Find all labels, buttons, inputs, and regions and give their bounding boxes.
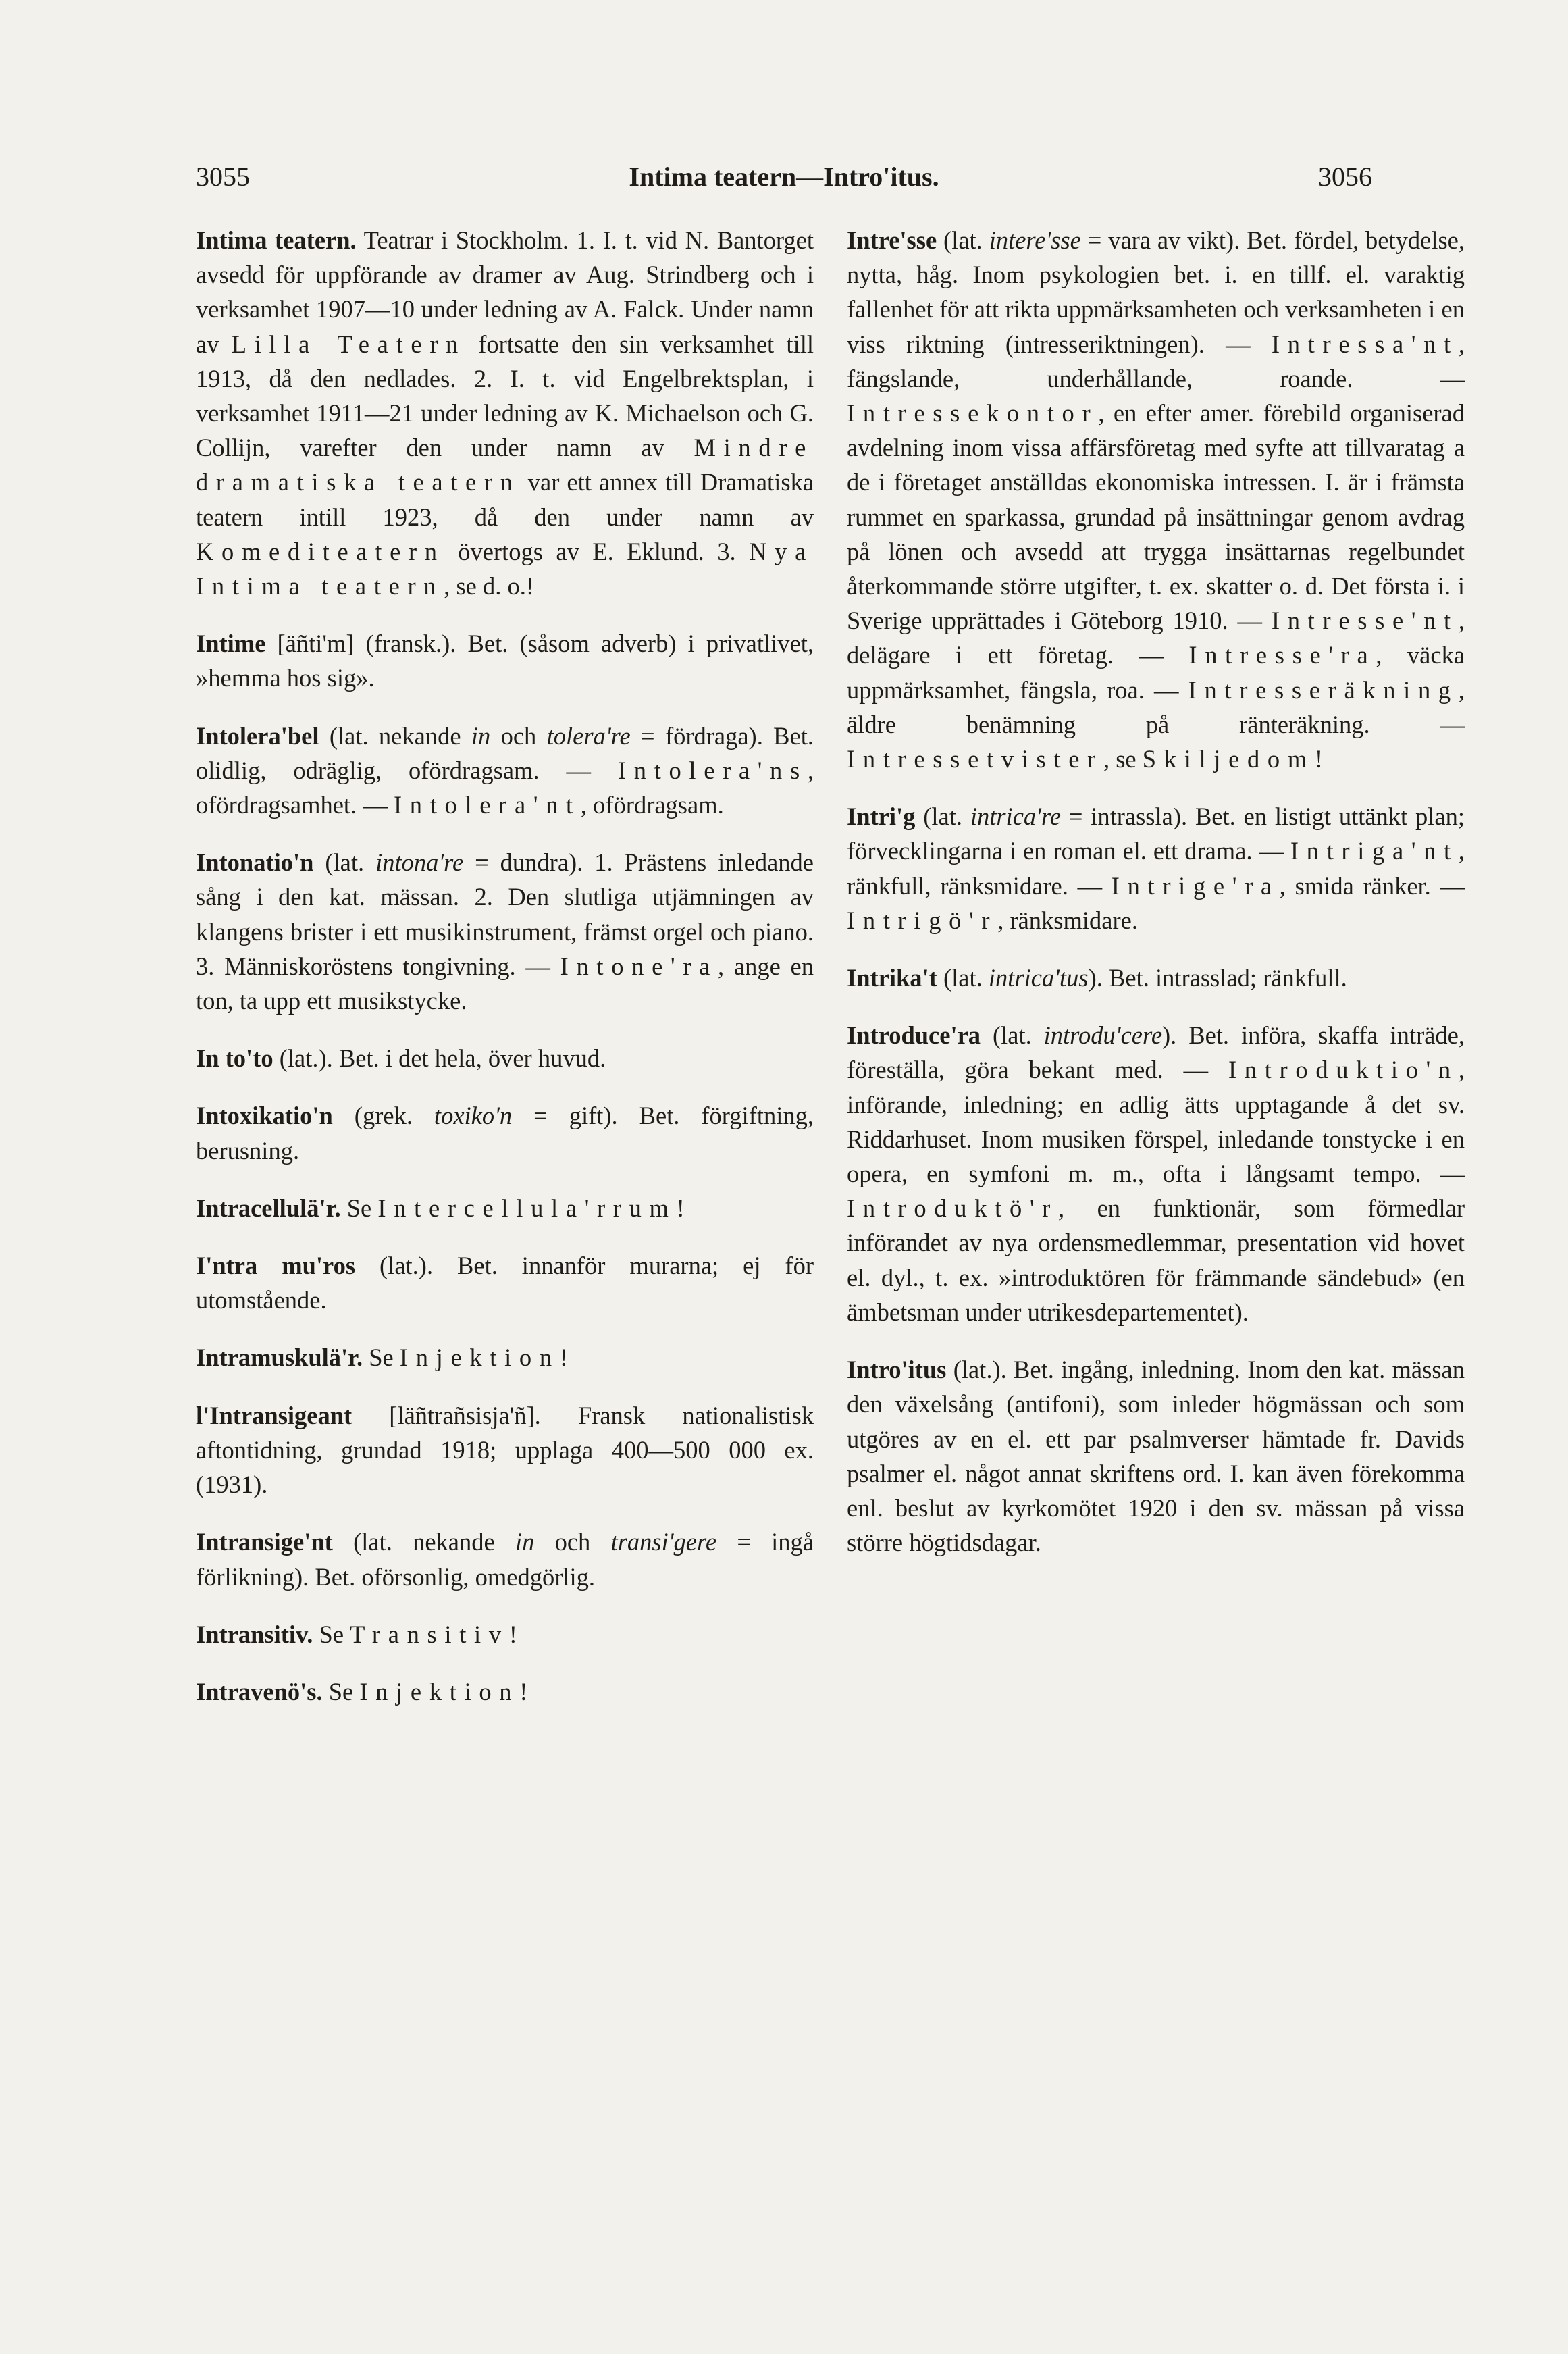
dictionary-entry-intolerabel xyxy=(196,719,814,823)
entry-derived-term: Intrige'ra xyxy=(1111,871,1280,900)
dictionary-entry-intime xyxy=(196,626,814,695)
entry-derived-term: Intone'ra xyxy=(560,952,718,980)
entry-text: ! xyxy=(508,1620,517,1648)
entry-text: = ingå förlikning). Bet. oförsonlig, omedgörlig. xyxy=(196,1528,814,1591)
dictionary-entry-intrig xyxy=(847,799,1465,938)
entry-text: ). Bet. införa, skaffa inträde, föreställa, göra bekant med. — xyxy=(847,1021,1465,1084)
entry-derived-term: Injektion xyxy=(359,1677,520,1706)
entry-derived-term: Injektion xyxy=(399,1344,560,1372)
dictionary-entry-intresse xyxy=(847,223,1465,776)
left-column xyxy=(196,223,814,1732)
dictionary-entry-intonation xyxy=(196,845,814,1018)
entry-derived-term: Introduktö'r xyxy=(847,1194,1058,1223)
entry-text: = fördraga). Bet. olidlig, odräglig, ofördragsam. — xyxy=(196,721,814,784)
dictionary-entry-intoxikation xyxy=(196,1098,814,1167)
entry-derived-term: Intresseräkning xyxy=(1188,675,1459,704)
entry-text: (lat. xyxy=(915,802,970,831)
entry-headword: Intransitiv. xyxy=(196,1620,313,1648)
entry-text: = gift). Bet. förgiftning, berusning. xyxy=(196,1102,814,1165)
dictionary-entry-intima-teatern xyxy=(196,223,814,603)
entry-text: , väcka uppmärksamhet, fängsla, roa. — xyxy=(847,641,1465,704)
entry-text: , se d. o.! xyxy=(444,572,535,600)
entry-derived-term: Nya Intima teatern xyxy=(196,537,814,600)
entry-text: (lat. xyxy=(981,1021,1044,1050)
entry-headword: Intima teatern. xyxy=(196,226,357,254)
entry-text: Se xyxy=(313,1620,350,1648)
entry-headword: Intransige'nt xyxy=(196,1528,333,1556)
entry-text: (lat. nekande xyxy=(332,1528,515,1556)
dictionary-entry-intracellular xyxy=(196,1191,814,1225)
right-column xyxy=(847,223,1465,1583)
entry-text: , en efter amer. förebild organiserad avdelning inom vissa affärsföretag med syfte att tillvaratag a de i företaget anställdas ekonomiska intressen. I. är i främsta rummet en sparkassa, grundad på insättningar genom avdrag på lönen och avsedd att trygga insättarnas regelbundet återkommande större utgifter, t. ex. skatter o. d. Det första i. i Sverige upprättades i Göteborg 1910. — xyxy=(847,399,1465,635)
dictionary-entry-introitus xyxy=(847,1352,1465,1560)
entry-text: ! xyxy=(559,1344,568,1372)
entry-text: , införande, inledning; en adlig ätts upptagande å det sv. Riddarhuset. Inom musiken förspel, inledande tonstycke i en opera, en symfoni m. m., ofta i långsamt tempo. — xyxy=(847,1056,1465,1188)
page-number-left: 3055 xyxy=(196,161,250,192)
entry-headword: Intolera'bel xyxy=(196,721,319,750)
entry-derived-term: Intolera'nt xyxy=(393,791,581,819)
dictionary-entry-intramuskular xyxy=(196,1340,814,1375)
entry-etymon: toxiko'n xyxy=(434,1102,513,1130)
entry-etymon: intrica're xyxy=(970,802,1061,831)
entry-headword: Intro'itus xyxy=(847,1356,947,1384)
entry-text: (lat.). Bet. ingång, inledning. Inom den kat. mässan den växelsång (antifoni), som inleder högmässan och som utgöres av en el. ett par psalmverser hämtade fr. Davids psalmer el. något annat skriftens ord. I. kan även förekomma enl. beslut av kyrkomötet 1920 i den sv. mässan på vissa större högtidsdagar. xyxy=(847,1356,1465,1557)
entry-headword: Intramuskulä'r. xyxy=(196,1344,363,1372)
entry-text: = intrassla). Bet. en listigt uttänkt plan; förvecklingarna i en roman el. ett drama. — xyxy=(847,802,1465,865)
entry-headword: Intri'g xyxy=(847,802,916,831)
entry-derived-term: Intolera'ns xyxy=(617,756,808,784)
entry-headword: In to'to xyxy=(196,1044,273,1073)
entry-text: [läñtrañsisja'ñ]. Fransk nationalistisk aftontidning, grundad 1918; upplaga 400—500 000 ex. (1931). xyxy=(196,1401,814,1499)
entry-text: Se xyxy=(322,1677,360,1706)
entry-etymon: tolera're xyxy=(546,721,631,750)
entry-derived-term: Introduktio'n xyxy=(1228,1056,1459,1084)
dictionary-entry-intra-muros xyxy=(196,1248,814,1317)
entry-headword: Intonatio'n xyxy=(196,848,314,877)
entry-text: = dundra). 1. Prästens inledande sång i den kat. mässan. 2. Den slutliga utjämningen av klangens brister i ett musikinstrument, främst orgel och piano. 3. Människoröstens tongivning. — xyxy=(196,848,814,980)
entry-derived-term: Intressekontor xyxy=(847,399,1099,428)
entry-text: , se xyxy=(1103,745,1143,773)
entry-etymon: intona're xyxy=(375,848,464,877)
entry-text: (lat.). Bet. i det hela, över huvud. xyxy=(273,1044,606,1073)
entry-etymon: intrica'tus xyxy=(988,964,1089,992)
entry-text: (lat. xyxy=(937,226,989,254)
entry-text: Teatrar i Stockholm. 1. I. t. vid N. Bantorget avsedd för uppförande av dramer av Aug. Strindberg och i verksamhet 1907—10 under ledning av A. Falck. Under namn av xyxy=(196,226,814,358)
dictionary-entry-introducera xyxy=(847,1018,1465,1329)
entry-derived-term: Intriga'nt xyxy=(1290,837,1459,865)
entry-text: , ränksmidare. xyxy=(997,906,1138,934)
entry-derived-term: Transitiv xyxy=(350,1620,509,1648)
entry-text: och xyxy=(490,721,547,750)
entry-text: Se xyxy=(340,1194,378,1222)
dictionary-entry-in-toto xyxy=(196,1041,814,1075)
entry-text: ! xyxy=(1314,745,1324,773)
entry-headword: I'ntra mu'ros xyxy=(196,1252,356,1280)
entry-etymon: in xyxy=(471,721,491,750)
entry-text: (lat.). Bet. innanför murarna; ej för utomstående. xyxy=(196,1252,814,1314)
dictionary-entry-intravenos xyxy=(196,1674,814,1709)
entry-derived-term: Komediteatern xyxy=(196,537,445,565)
entry-etymon: transi'gere xyxy=(610,1528,717,1556)
entry-text: fortsatte den sin verksamhet till 1913, då den nedlades. 2. I. t. vid Engelbrektsplan, i verksamhet 1911—21 under ledning av K. Michaelson och G. Collijn, varefter den under namn av xyxy=(196,330,814,462)
entry-headword: Intoxikatio'n xyxy=(196,1102,333,1130)
entry-derived-term: Mindre dramatiska teatern xyxy=(196,434,814,496)
dictionary-entry-intransigent xyxy=(196,1525,814,1593)
entry-text: , en funktionär, som förmedlar införandet av nya ordensmedlemmar, presentation vid hovet el. dyl., t. ex. »introduktören för främmande sändebud» (en ämbetsman under utrikesdepartementet). xyxy=(847,1194,1465,1326)
entry-text: , ofördragsam. xyxy=(580,791,724,819)
entry-text: , ofördragsamhet. — xyxy=(196,756,814,819)
entry-text: ! xyxy=(676,1194,685,1222)
entry-text: , delägare i ett företag. — xyxy=(847,607,1465,669)
entry-text: , smida ränker. — xyxy=(1279,871,1465,900)
entry-derived-term: Intresse'ra xyxy=(1188,641,1376,669)
entry-text: (grek. xyxy=(332,1102,434,1130)
entry-text: var ett annex till Dramatiska teatern intill 1923, då den under namn av xyxy=(196,468,814,531)
page-header xyxy=(196,161,1372,208)
running-title: Intima teatern—Intro'itus. xyxy=(629,161,939,192)
entry-headword: Intracellulä'r. xyxy=(196,1194,341,1222)
entry-text: , ränkfull, ränksmidare. — xyxy=(847,837,1465,900)
entry-etymon: intere'sse xyxy=(989,226,1081,254)
entry-derived-term: Lilla Teatern xyxy=(231,330,466,358)
dictionary-entry-intransigeant xyxy=(196,1398,814,1502)
entry-derived-term: Intercellula'rrum xyxy=(377,1194,677,1222)
entry-text: , ange en ton, ta upp ett musikstycke. xyxy=(196,952,814,1015)
entry-text: (lat. xyxy=(937,964,989,992)
entry-headword: Intravenö's. xyxy=(196,1677,323,1706)
entry-text: , fängslande, underhållande, roande. — xyxy=(847,330,1465,392)
entry-etymon: introdu'cere xyxy=(1043,1021,1163,1050)
entry-text: (lat. nekande xyxy=(319,721,471,750)
entry-headword: l'Intransigeant xyxy=(196,1401,352,1429)
entry-text: och xyxy=(534,1528,611,1556)
entry-text: , äldre benämning på ränteräkning. — xyxy=(847,675,1465,738)
entry-text: [äñti'm] (fransk.). Bet. (såsom adverb) i privatlivet, »hemma hos sig». xyxy=(196,630,814,692)
entry-derived-term: Intressa'nt xyxy=(1271,330,1459,358)
entry-text: = vara av vikt). Bet. fördel, betydelse, nytta, håg. Inom psykologien bet. i. en tillf. el. varaktig fallenhet för att rikta uppmärksamheten och verksamheten i en viss riktning (intresseriktningen). — xyxy=(847,226,1465,358)
entry-text: (lat. xyxy=(313,848,376,877)
entry-derived-term: Skiljedom xyxy=(1142,745,1315,773)
entry-headword: Introduce'ra xyxy=(847,1021,981,1050)
entry-text: Se xyxy=(363,1344,400,1372)
entry-text: övertogs av E. Eklund. 3. xyxy=(444,537,750,565)
entry-etymon: in xyxy=(515,1528,535,1556)
entry-text: ! xyxy=(519,1677,528,1706)
entry-text: ). Bet. intrasslad; ränkfull. xyxy=(1088,964,1347,992)
entry-derived-term: Intrigö'r xyxy=(847,906,998,934)
dictionary-entry-intrikat xyxy=(847,961,1465,995)
page-number-right: 3056 xyxy=(1318,161,1372,192)
dictionary-entry-intransitiv xyxy=(196,1617,814,1652)
entry-headword: Intime xyxy=(196,630,266,658)
entry-headword: Intre'sse xyxy=(847,226,937,254)
entry-derived-term: Intressetvister xyxy=(847,745,1103,773)
entry-headword: Intrika't xyxy=(847,964,937,992)
entry-derived-term: Intresse'nt xyxy=(1271,607,1459,635)
